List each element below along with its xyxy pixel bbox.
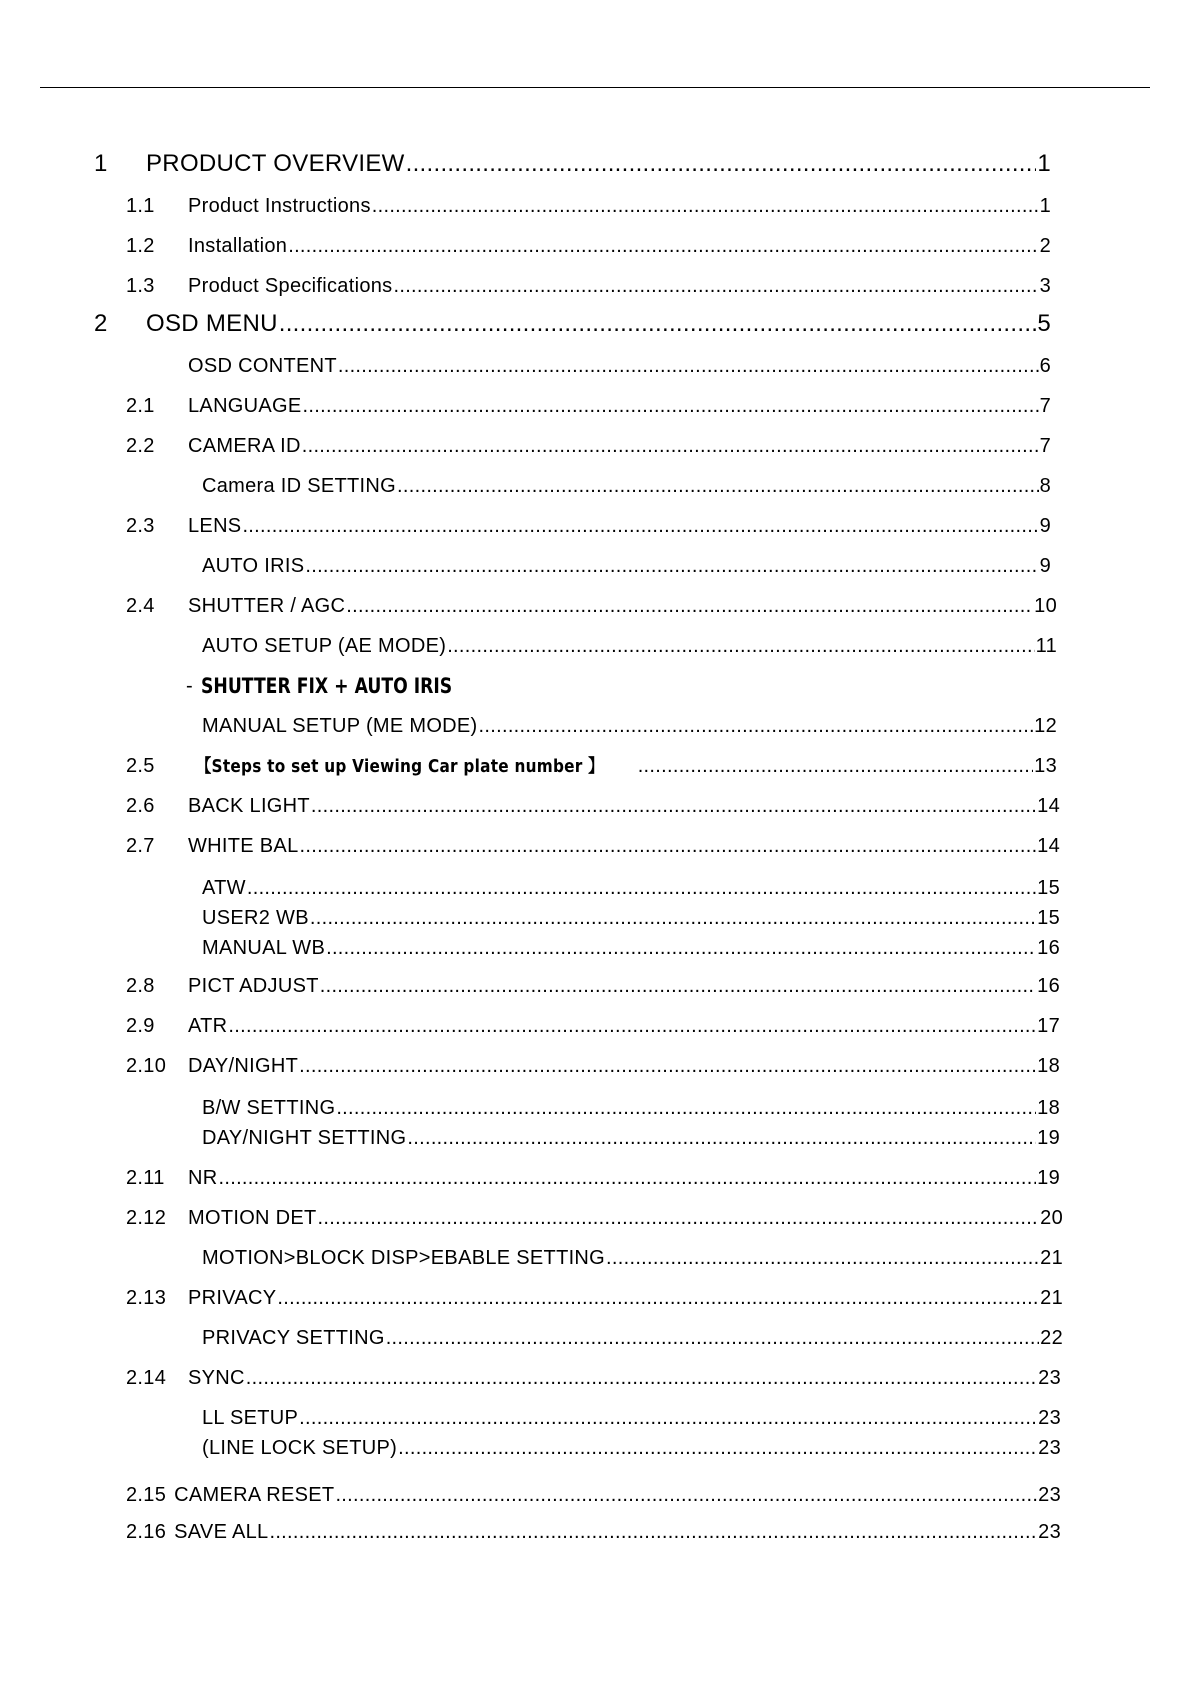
leader-dots [279,310,1037,338]
toc-number: 2.7 [126,835,155,857]
toc-page: 18 [1037,1097,1060,1119]
toc-title: LENS [188,515,242,537]
toc-entry-2-7[interactable] [126,826,1060,858]
toc-entry-auto-iris[interactable] [202,546,1051,578]
toc-page: 16 [1037,975,1060,997]
toc-entry-manual-wb[interactable] [202,928,1060,960]
leader-dots [447,635,1034,658]
toc-entry-osd-content[interactable] [188,346,1051,378]
toc-page: 11 [1035,635,1057,657]
toc-title: AUTO SETUP (AE MODE) [202,635,447,657]
toc-number: 2.11 [126,1167,165,1189]
toc-number: 1.2 [126,235,155,257]
leader-dots [269,1521,1037,1544]
toc-title: PRIVACY [188,1287,277,1309]
leader-dots [310,907,1036,930]
toc-title: PRIVACY SETTING [202,1327,385,1349]
toc-number: 2.6 [126,795,155,817]
toc-number: 2.10 [126,1055,167,1077]
toc-entry-1-2[interactable] [126,226,1051,258]
toc-entry-2-3[interactable] [126,506,1051,538]
leader-dots [326,937,1036,960]
toc-page: 16 [1037,937,1060,959]
leader-dots [219,1167,1037,1190]
toc-entry-2-11[interactable] [126,1158,1060,1190]
leader-dots [320,975,1036,998]
leader-dots [393,275,1038,298]
toc-entry-bw-setting[interactable] [202,1088,1060,1120]
toc-page: 8 [1039,475,1051,497]
toc-title: OSD MENU [146,310,278,337]
toc-entry-2-6[interactable] [126,786,1060,818]
toc-title: SHUTTER FIX + AUTO IRIS [200,674,453,698]
toc-entry-2-10[interactable] [126,1046,1060,1078]
toc-page: 7 [1039,395,1051,417]
toc-entry-2-15[interactable] [126,1475,1061,1507]
leader-dots [479,715,1034,738]
toc-page: 21 [1040,1287,1063,1309]
toc-title: SHUTTER / AGC [188,595,346,617]
toc-entry-1-1[interactable] [126,186,1051,218]
toc-title: LL SETUP [202,1407,299,1429]
toc-page: 9 [1039,555,1051,577]
leader-dots [606,1247,1039,1270]
toc-title: DAY/NIGHT SETTING [202,1127,407,1149]
toc-entry-2-1[interactable] [126,386,1051,418]
toc-page: 7 [1039,435,1051,457]
toc-entry-manual-setup[interactable] [202,706,1057,738]
toc-title: CAMERA RESET [174,1484,335,1506]
toc-entry-atw[interactable] [202,868,1060,900]
toc-number: 2.13 [126,1287,167,1309]
toc-number: 1 [94,150,108,177]
toc-entry-shutter-fix[interactable] [186,666,507,698]
leader-dots [302,435,1039,458]
toc-title: SYNC [188,1367,245,1389]
leader-dots [372,195,1039,218]
toc-entry-2-12[interactable] [126,1198,1063,1230]
toc-entry-2-16[interactable] [126,1512,1061,1544]
toc-title: Installation [188,235,288,257]
toc-title: MOTION DET [188,1207,317,1229]
leader-dots [299,1407,1037,1430]
toc-title: PICT ADJUST [188,975,319,997]
toc-title: AUTO IRIS [202,555,305,577]
toc-entry-user2-wb[interactable] [202,898,1060,930]
leader-dots [228,1015,1036,1038]
toc-page: 20 [1040,1207,1063,1229]
leader-dots [407,1127,1036,1150]
toc-entry-privacy-setting[interactable] [202,1318,1063,1350]
toc-title: SAVE ALL [174,1521,269,1543]
leader-dots [246,1367,1037,1390]
toc-title: LANGUAGE [188,395,302,417]
toc-page: 12 [1034,715,1057,737]
toc-entry-2-14[interactable] [126,1358,1061,1390]
toc-title: 【Steps to set up Viewing Car plate number 】 [196,756,604,777]
toc-page: 22 [1040,1327,1063,1349]
toc-number: 2.14 [126,1367,167,1389]
toc-entry-2-8[interactable] [126,966,1060,998]
toc-number: 2.2 [126,435,155,457]
toc-page: 5 [1037,310,1051,337]
toc-entry-1-3[interactable] [126,266,1051,298]
leader-dots [406,150,1037,178]
leader-dots [386,1327,1039,1350]
toc-entry-2-2[interactable] [126,426,1051,458]
toc-entry-camera-id-setting[interactable] [202,466,1051,498]
toc-number: 2.3 [126,515,155,537]
toc-number: 2.12 [126,1207,167,1229]
toc-page: 2 [1039,235,1051,257]
toc-page: 23 [1038,1407,1061,1429]
leader-dots [305,555,1038,578]
leader-dots [303,395,1039,418]
toc-title: BACK LIGHT [188,795,310,817]
toc-entry-auto-setup[interactable] [202,626,1057,658]
toc-title: PRODUCT OVERVIEW [146,150,405,177]
toc-entry-motion-block[interactable] [202,1238,1063,1270]
leader-dots [398,1437,1037,1460]
toc-number: 2 [94,310,108,337]
toc-entry-line-lock-setup[interactable] [202,1428,1061,1460]
toc-entry-2-4[interactable] [126,586,1057,618]
toc-title: NR [188,1167,218,1189]
toc-page: 3 [1039,275,1051,297]
toc-title: ATR [188,1015,228,1037]
toc-entry-2[interactable] [94,302,1051,338]
leader-dots [242,515,1038,538]
toc-number: 1.1 [126,195,155,217]
banner-prefix: - [186,675,193,697]
toc-number: 2.16 [126,1521,167,1543]
toc-number: 2.4 [126,595,155,617]
toc-number: 2.15 [126,1484,167,1506]
toc-entry-2-5[interactable] [126,746,1057,778]
toc-title: MOTION>BLOCK DISP>EBABLE SETTING [202,1247,606,1269]
leader-dots [346,595,1033,618]
toc-page: 19 [1037,1127,1060,1149]
toc-title: Product Instructions [188,195,371,217]
toc-page: 19 [1037,1167,1060,1189]
toc-entry-2-13[interactable] [126,1278,1063,1310]
toc-page: 1 [1039,195,1051,217]
toc-title: CAMERA ID [188,435,301,457]
toc-entry-ll-setup[interactable] [202,1398,1061,1430]
leader-dots [397,475,1039,498]
leader-dots [247,877,1036,900]
toc-title: Product Specifications [188,275,393,297]
toc-title: (LINE LOCK SETUP) [202,1437,398,1459]
leader-dots [318,1207,1040,1230]
toc-title: MANUAL SETUP (ME MODE) [202,715,478,737]
toc-page: 13 [1034,755,1057,777]
toc-page: 23 [1038,1367,1061,1389]
toc-page: 6 [1039,355,1051,377]
toc-title: USER2 WB [202,907,309,929]
toc-page: 1 [1037,150,1051,177]
toc-number: 2.1 [126,395,155,417]
toc-title: B/W SETTING [202,1097,336,1119]
toc-page: 17 [1037,1015,1060,1037]
leader-dots [277,1287,1039,1310]
toc-title: MANUAL WB [202,937,326,959]
leader-dots [299,1055,1036,1078]
leader-dots [336,1097,1036,1120]
header-rule [40,87,1150,88]
toc-page: 9 [1039,515,1051,537]
toc-page: 23 [1038,1521,1061,1543]
toc-entry-daynight-setting[interactable] [202,1118,1060,1150]
toc-page: 15 [1037,907,1060,929]
leader-dots [300,835,1037,858]
toc-page: 18 [1037,1055,1060,1077]
toc-number: 2.5 [126,755,155,777]
leader-dots [338,355,1039,378]
toc-number: 2.8 [126,975,155,997]
toc-entry-2-9[interactable] [126,1006,1060,1038]
toc-title: ATW [202,877,246,899]
toc-page: 23 [1038,1484,1061,1506]
leader-dots [638,755,1033,778]
toc-entry-1[interactable] [94,142,1051,178]
leader-dots [311,795,1036,818]
toc-title: Camera ID SETTING [202,475,397,497]
toc-title: OSD CONTENT [188,355,337,377]
toc-page: 14 [1037,835,1060,857]
leader-dots [335,1484,1037,1507]
toc-page: 14 [1037,795,1060,817]
toc-page: 10 [1034,595,1057,617]
toc-page: 23 [1038,1437,1061,1459]
toc-number: 2.9 [126,1015,155,1037]
toc-page: 21 [1040,1247,1063,1269]
leader-dots [288,235,1038,258]
toc-number: 1.3 [126,275,155,297]
toc-page: 15 [1037,877,1060,899]
toc-title: WHITE BAL [188,835,299,857]
toc-title: DAY/NIGHT [188,1055,299,1077]
